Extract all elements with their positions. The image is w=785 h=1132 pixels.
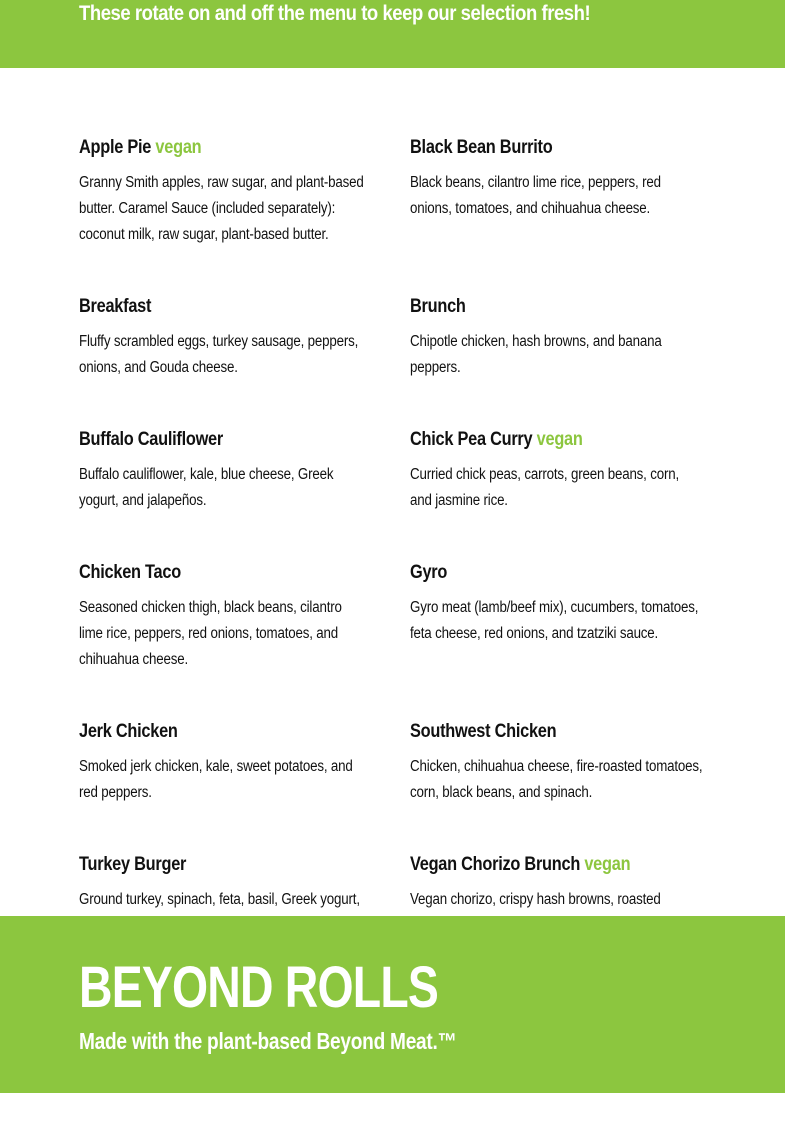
top-banner xyxy=(0,0,785,68)
menu-item xyxy=(79,561,410,720)
menu-item xyxy=(79,295,410,428)
section-subtitle: Made with the plant-based Beyond Meat.™ xyxy=(79,1028,457,1054)
vegan-tag: vegan xyxy=(155,137,202,158)
menu-item xyxy=(79,428,410,561)
menu-item-description: Black beans, cilantro lime rice, peppers, red onions, tomatoes, and chihuahua cheese. xyxy=(410,174,661,217)
menu-item xyxy=(410,720,709,853)
menu-item-name: Buffalo Cauliflower xyxy=(79,429,223,450)
menu-item xyxy=(410,295,709,428)
menu-item-description: Seasoned chicken thigh, black beans, cilantro lime rice, peppers, red onions, tomatoes, and chihuahua cheese. xyxy=(79,599,342,668)
menu-item xyxy=(410,428,709,561)
menu-tagline: These rotate on and off the menu to keep our selection fresh! xyxy=(79,2,591,25)
menu-item-description: Curried chick peas, carrots, green beans, corn, and jasmine rice. xyxy=(410,466,680,509)
menu-item xyxy=(410,561,709,720)
menu-item-name: Jerk Chicken xyxy=(79,721,178,742)
menu-item xyxy=(410,136,709,295)
menu-item-name: Vegan Chorizo Brunch vegan xyxy=(410,854,631,875)
menu-item-description: Buffalo cauliflower, kale, blue cheese, Greek yogurt, and jalapeños. xyxy=(79,466,334,509)
vegan-tag: vegan xyxy=(536,429,583,450)
menu-item-description: Gyro meat (lamb/beef mix), cucumbers, tomatoes, feta cheese, red onions, and tzatziki sauce. xyxy=(410,599,699,642)
menu-item-name: Chicken Taco xyxy=(79,562,181,583)
menu-item xyxy=(79,720,410,853)
menu-item-description: Vegan chorizo, crispy hash browns, roasted xyxy=(410,891,661,908)
menu-item xyxy=(79,136,410,295)
menu-item-name: Gyro xyxy=(410,562,448,583)
menu-item-description: Fluffy scrambled eggs, turkey sausage, peppers, onions, and Gouda cheese. xyxy=(79,333,359,376)
menu-item-name: Chick Pea Curry vegan xyxy=(410,429,583,450)
menu-item-name: Southwest Chicken xyxy=(410,721,557,742)
menu-item-name: Apple Pie vegan xyxy=(79,137,202,158)
menu-grid xyxy=(79,136,709,1012)
vegan-tag: vegan xyxy=(584,854,631,875)
menu-item-name: Brunch xyxy=(410,296,466,317)
menu-item-description: Ground turkey, spinach, feta, basil, Greek yogurt, xyxy=(79,891,360,908)
menu-item-name: Turkey Burger xyxy=(79,854,187,875)
menu-item-name: Breakfast xyxy=(79,296,152,317)
section-title: BEYOND ROLLS xyxy=(79,955,439,1020)
menu-item-description: Chipotle chicken, hash browns, and banana peppers. xyxy=(410,333,662,376)
menu-item-description: Chicken, chihuahua cheese, fire-roasted tomatoes, corn, black beans, and spinach. xyxy=(410,758,703,801)
menu-item-name: Black Bean Burrito xyxy=(410,137,553,158)
menu-item-description: Smoked jerk chicken, kale, sweet potatoes, and red peppers. xyxy=(79,758,353,801)
menu-item-description: Granny Smith apples, raw sugar, and plant-based butter. Caramel Sauce (included separately): coconut milk, raw sugar, plant-based butter. xyxy=(79,174,364,243)
section-banner xyxy=(0,916,785,1093)
